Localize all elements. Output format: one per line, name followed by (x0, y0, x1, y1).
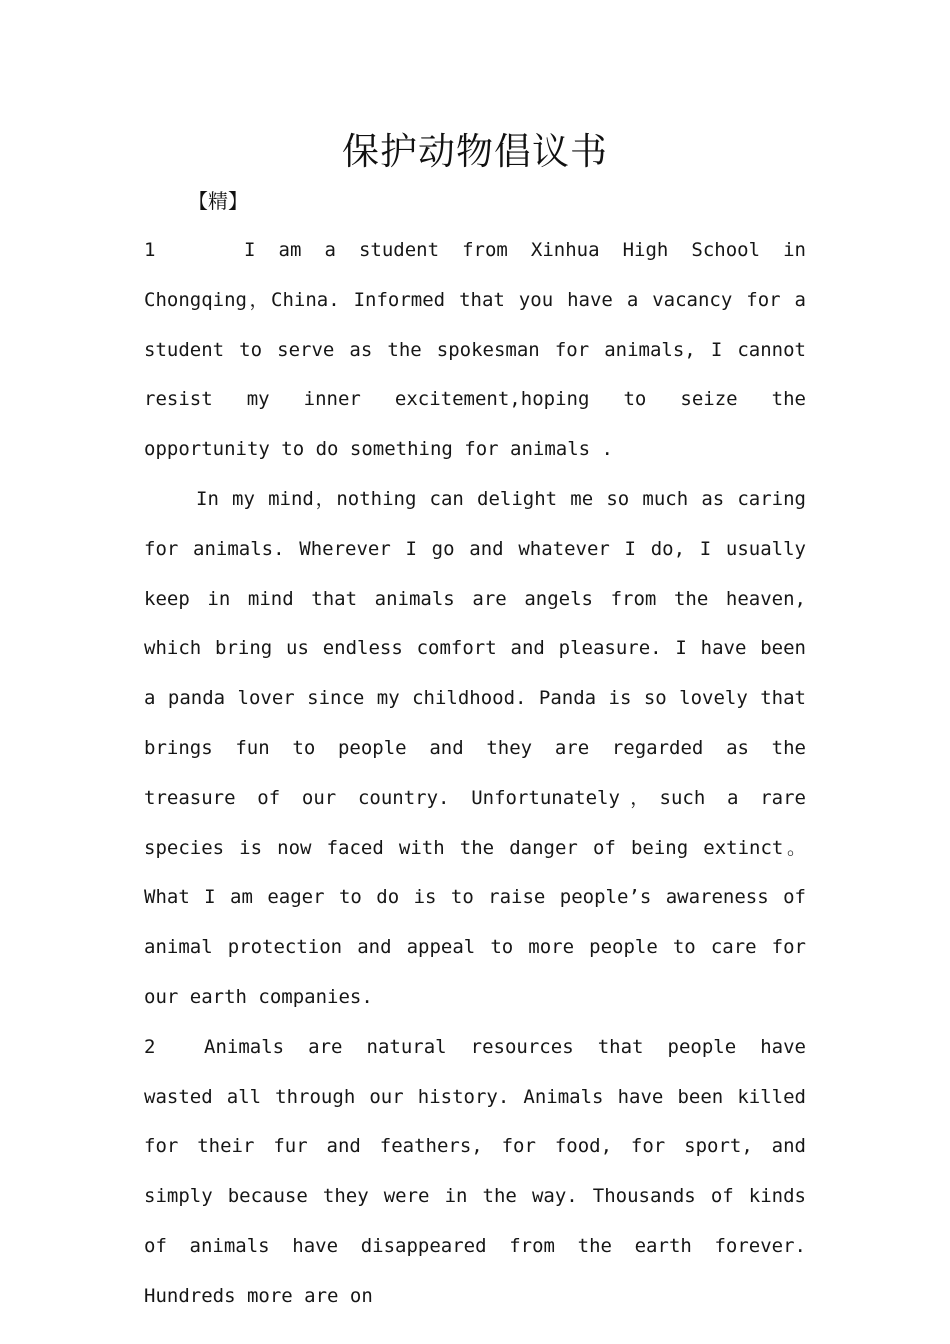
document-body (144, 226, 806, 1322)
document-title: 保护动物倡议书 (342, 130, 608, 173)
paragraph-text: In my mind，nothing can delight me so much as caring for animals. Wherever I go and whatever I do, I usually keep in mind that animals are angels from the heaven, which bring us endless comfort and pleasure. I have been a panda lover since my childhood. Panda is so lovely that brings fun to people and they are regarded as the treasure of our country. Unfortunately，such a rare species is now faced with the danger of being extinct。What I am eager to do is to raise people’s awareness of animal protection and appeal to more people to care for our earth companies. (144, 487, 806, 1008)
paragraph-number: 2 (144, 1035, 156, 1058)
paragraph-3 (144, 1023, 806, 1322)
paragraph-1 (144, 226, 806, 475)
document-tag: 【精】 (188, 189, 248, 213)
paragraph-text: I am a student from Xinhua High School in Chongqing，China. Informed that you have a vacancy for a student to serve as the spokesman for animals, I cannot resist my inner excitement,hoping to seize the opportunity to do something for animals . (144, 239, 806, 461)
paragraph-text: Animals are natural resources that people have wasted all through our history. Animals have been killed for their fur and feathers, for food, for sport, and simply because they were in the way. Thousands of kinds of animals have disappeared from the earth forever. Hundreds more are on (144, 1035, 806, 1307)
paragraph-number: 1 (144, 239, 156, 261)
paragraph-2 (144, 475, 806, 1023)
